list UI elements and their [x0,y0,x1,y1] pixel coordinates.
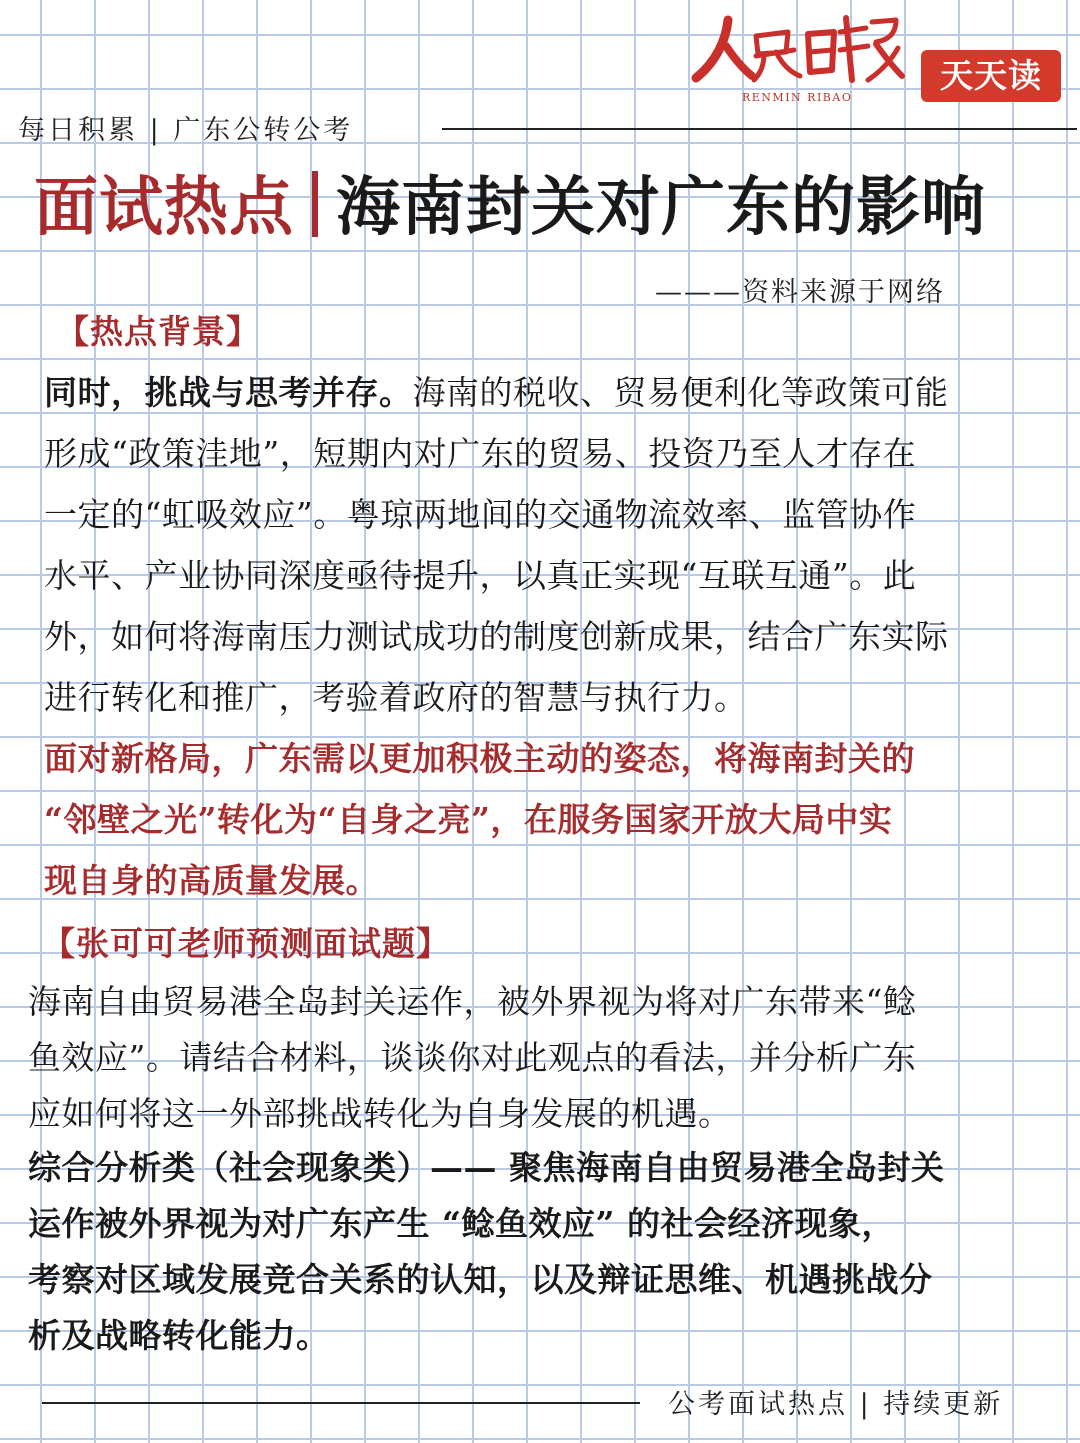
paragraph-line: “邻壁之光”转化为“自身之亮”，在服务国家开放大局中实 [44,800,893,839]
background-paragraph [44,362,949,728]
calligraphy-logo-icon [690,6,905,88]
paragraph-line: 现自身的高质量发展。 [44,861,379,900]
interview-question [28,974,916,1142]
conclusion-paragraph [44,728,915,911]
title-separator [312,171,318,237]
paragraph-line: 水平、产业协同深度亟待提升，以真正实现“互联互通”。此 [44,556,917,595]
title-highlight: 面试热点 [34,171,294,245]
daily-read-badge: 天天读 [921,50,1061,102]
footer-divider [42,1402,640,1404]
paragraph-line: 综合分析类（社会现象类）—— 聚焦海南自由贸易港全岛封关 [28,1148,945,1187]
paragraph-line: 海南自由贸易港全岛封关运作，被外界视为将对广东带来“鲶 [28,982,917,1021]
footer-tag: 公考面试热点 | 持续更新 [668,1389,1004,1420]
paragraph-line: 析及战略转化能力。 [28,1316,330,1355]
logo-subtitle: RENMIN RIBAO [742,91,853,104]
section-heading-background: 【热点背景】 [56,312,260,351]
header-tag: 每日积累 | 广东公转公考 [18,115,354,146]
paragraph-line: 运作被外界视为对广东产生 “鲶鱼效应” 的社会经济现象， [28,1204,895,1243]
section-heading-question: 【张可可老师预测面试题】 [42,924,450,963]
question-analysis [28,1140,945,1364]
paragraph-line: 外，如何将海南压力测试成功的制度创新成果，结合广东实际 [44,617,949,656]
lead-sentence: 同时，挑战与思考并存。 [44,373,413,412]
paragraph-line: 应如何将这一外部挑战转化为自身发展的机遇。 [28,1094,732,1133]
paragraph-line: 考察对区域发展竞合关系的认知，以及辩证思维、机遇挑战分 [28,1260,933,1299]
page-title [34,166,986,250]
header-divider [442,128,1077,130]
title-main: 海南封关对广东的影响 [336,171,986,245]
paragraph-line: 面对新格局，广东需以更加积极主动的姿态，将海南封关的 [44,739,915,778]
paragraph-line: 进行转化和推广，考验着政府的智慧与执行力。 [44,678,748,717]
paragraph-line: 形成“政策洼地”，短期内对广东的贸易、投资乃至人才存在 [44,434,917,473]
paragraph-line: 同时，挑战与思考并存。海南的税收、贸易便利化等政策可能 [44,373,949,412]
renmin-ribao-logo [690,6,905,88]
source-note: ———资料来源于网络 [655,277,945,308]
paragraph-line: 一定的“虹吸效应”。粤琼两地间的交通物流效率、监管协作 [44,495,917,534]
paragraph-line: 鱼效应”。请结合材料，谈谈你对此观点的看法，并分析广东 [28,1038,917,1077]
